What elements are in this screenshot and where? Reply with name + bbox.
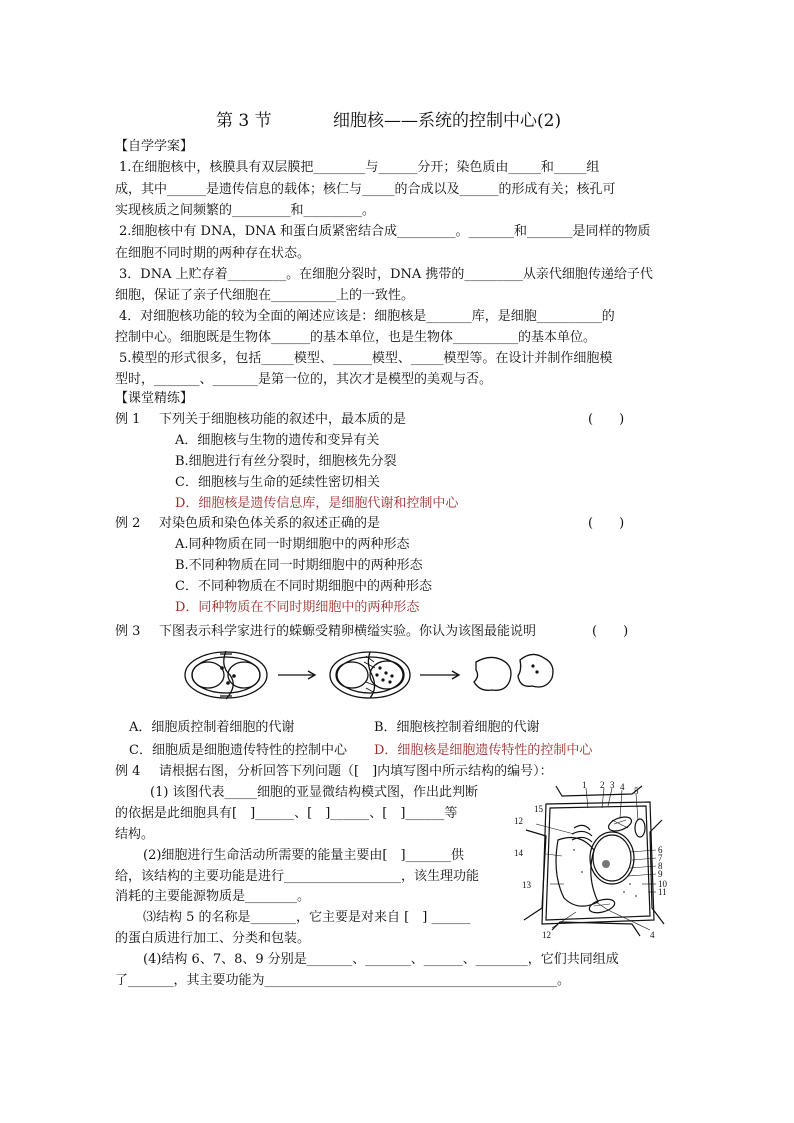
self-study-header: 【自学学案】	[115, 139, 194, 154]
cell-label: 8	[658, 861, 663, 871]
practice-header: 【课堂精练】	[115, 391, 194, 406]
option-b: B.细胞进行有丝分裂时，细胞核先分裂	[175, 454, 397, 469]
cell-label: 2	[600, 780, 605, 790]
page-title	[0, 104, 794, 130]
sub-question-line: 结构。	[115, 827, 155, 842]
cell-label: 11	[658, 887, 667, 897]
self-study-line: 型时，_______、_______是第一位的，其次才是模型的美观与否。	[115, 372, 493, 387]
answer-paren: ( )	[592, 624, 629, 639]
cell-label: 6	[658, 845, 663, 855]
option-d: D．同种物质在不同时期细胞中的两种形态	[175, 600, 420, 615]
example-label: 例 2	[115, 516, 141, 531]
sub-question-line: 给，该结构的主要功能是进行__________________，该生理功能	[115, 869, 480, 884]
sub-question-line: 消耗的主要能源物质是________。	[115, 889, 311, 904]
question-stem: 请根据右图，分析回答下列问题（[ ]内填写图中所示结构的编号）：	[159, 764, 553, 779]
question-stem: 下列关于细胞核功能的叙述中，最本质的是	[159, 412, 407, 427]
option-b: B．细胞核控制着细胞的代谢	[374, 720, 540, 735]
self-study-line: 2.细胞核中有 DNA，DNA 和蛋白质紧密结合成_________。_______和_______是同样的物质	[119, 224, 651, 239]
self-study-line: 5.模型的形式很多，包括_____模型、______模型、_____模型等。在设计并制作细胞模	[119, 351, 613, 366]
cell-label: 4	[650, 930, 655, 940]
cell-label: 13	[522, 880, 531, 890]
cell-label: 7	[658, 853, 663, 863]
sub-question-line: 的依据是此细胞具有[ ]______、[ ]______、[ ]______等	[115, 806, 458, 821]
sub-question-line: ⑶结构 5 的名称是_______，它主要是对来自 [ ] ______	[143, 910, 471, 925]
option-a: A．细胞质控制着细胞的代谢	[129, 720, 295, 735]
self-study-line: 实现核质之间频繁的_________和_________。	[115, 203, 376, 218]
self-study-line: 4．对细胞核功能的较为全面的阐述应该是：细胞核是_______库，是细胞__________的	[119, 309, 615, 324]
option-c: C．不同种物质在不同时期细胞中的两种形态	[175, 579, 432, 594]
option-b: B.不同种物质在同一时期细胞中的两种形态	[175, 558, 423, 573]
cell-label: 10	[658, 879, 667, 889]
cell-label: 4	[620, 782, 625, 792]
question-stem: 下图表示科学家进行的蝾螈受精卵横缢实验。你认为该图最能说明	[159, 624, 537, 639]
example-label: 例 4	[115, 764, 141, 779]
self-study-line: 在细胞不同时期的两种存在状态。	[115, 246, 311, 261]
example-label: 例 3	[115, 624, 141, 639]
option-c: C．细胞核与生命的延续性密切相关	[175, 475, 380, 490]
cell-label: 1	[582, 780, 587, 790]
section-title: 细胞核——系统的控制中心(2)	[333, 111, 562, 131]
sub-question-line: 了_______，其主要功能为_____________________________________________。	[115, 973, 571, 988]
cell-label: 5	[634, 786, 639, 796]
option-d: D．细胞核是遗传信息库，是细胞代谢和控制中心	[175, 496, 459, 511]
salamander-egg-figure	[180, 646, 560, 704]
cell-label: 9	[658, 869, 663, 879]
section-number: 第 3 节	[216, 111, 272, 131]
self-study-line: 控制中心。细胞既是生物体______的基本单位，也是生物体__________的基本单位。	[115, 330, 597, 345]
option-c: C．细胞质是细胞遗传特性的控制中心	[129, 743, 347, 758]
example-label: 例 1	[115, 412, 141, 427]
plant-cell-diagram	[512, 780, 684, 944]
option-a: A.同种物质在同一时期细胞中的两种形态	[175, 537, 410, 552]
cell-label: 14	[514, 848, 523, 858]
cell-label: 12	[542, 930, 551, 940]
option-a: A．细胞核与生物的遗传和变异有关	[175, 433, 380, 448]
cell-label: 15	[534, 804, 543, 814]
cell-label: 3	[610, 780, 615, 790]
self-study-line: 细胞，保证了亲子代细胞在__________上的一致性。	[115, 288, 415, 303]
option-d: D．细胞核是细胞遗传特性的控制中心	[374, 743, 593, 758]
sub-question-line: (4)结构 6、7、8、9 分别是_______、_______、______、________，它们共同组成	[143, 952, 619, 967]
self-study-line: 成，其中______是遗传信息的载体；核仁与_____的合成以及______的形成有关；核孔可	[115, 182, 616, 197]
answer-paren: ( )	[588, 412, 625, 427]
cell-label: 12	[514, 816, 523, 826]
question-stem: 对染色质和染色体关系的叙述正确的是	[159, 516, 381, 531]
self-study-line: 3．DNA 上贮存着_________。在细胞分裂时，DNA 携带的_________从亲代细胞传递给子代	[119, 267, 653, 282]
sub-question-line: 的蛋白质进行加工、分类和包装。	[115, 931, 311, 946]
answer-paren: ( )	[588, 516, 625, 531]
sub-question-line: (1) 该图代表_____细胞的亚显微结构模式图，作出此判断	[150, 785, 479, 800]
sub-question-line: (2)细胞进行生命活动所需要的能量主要由[ ]_______供	[143, 848, 465, 863]
self-study-line: 1.在细胞核中，核膜具有双层膜把________与______分开；染色质由_____和_____组	[119, 160, 600, 175]
